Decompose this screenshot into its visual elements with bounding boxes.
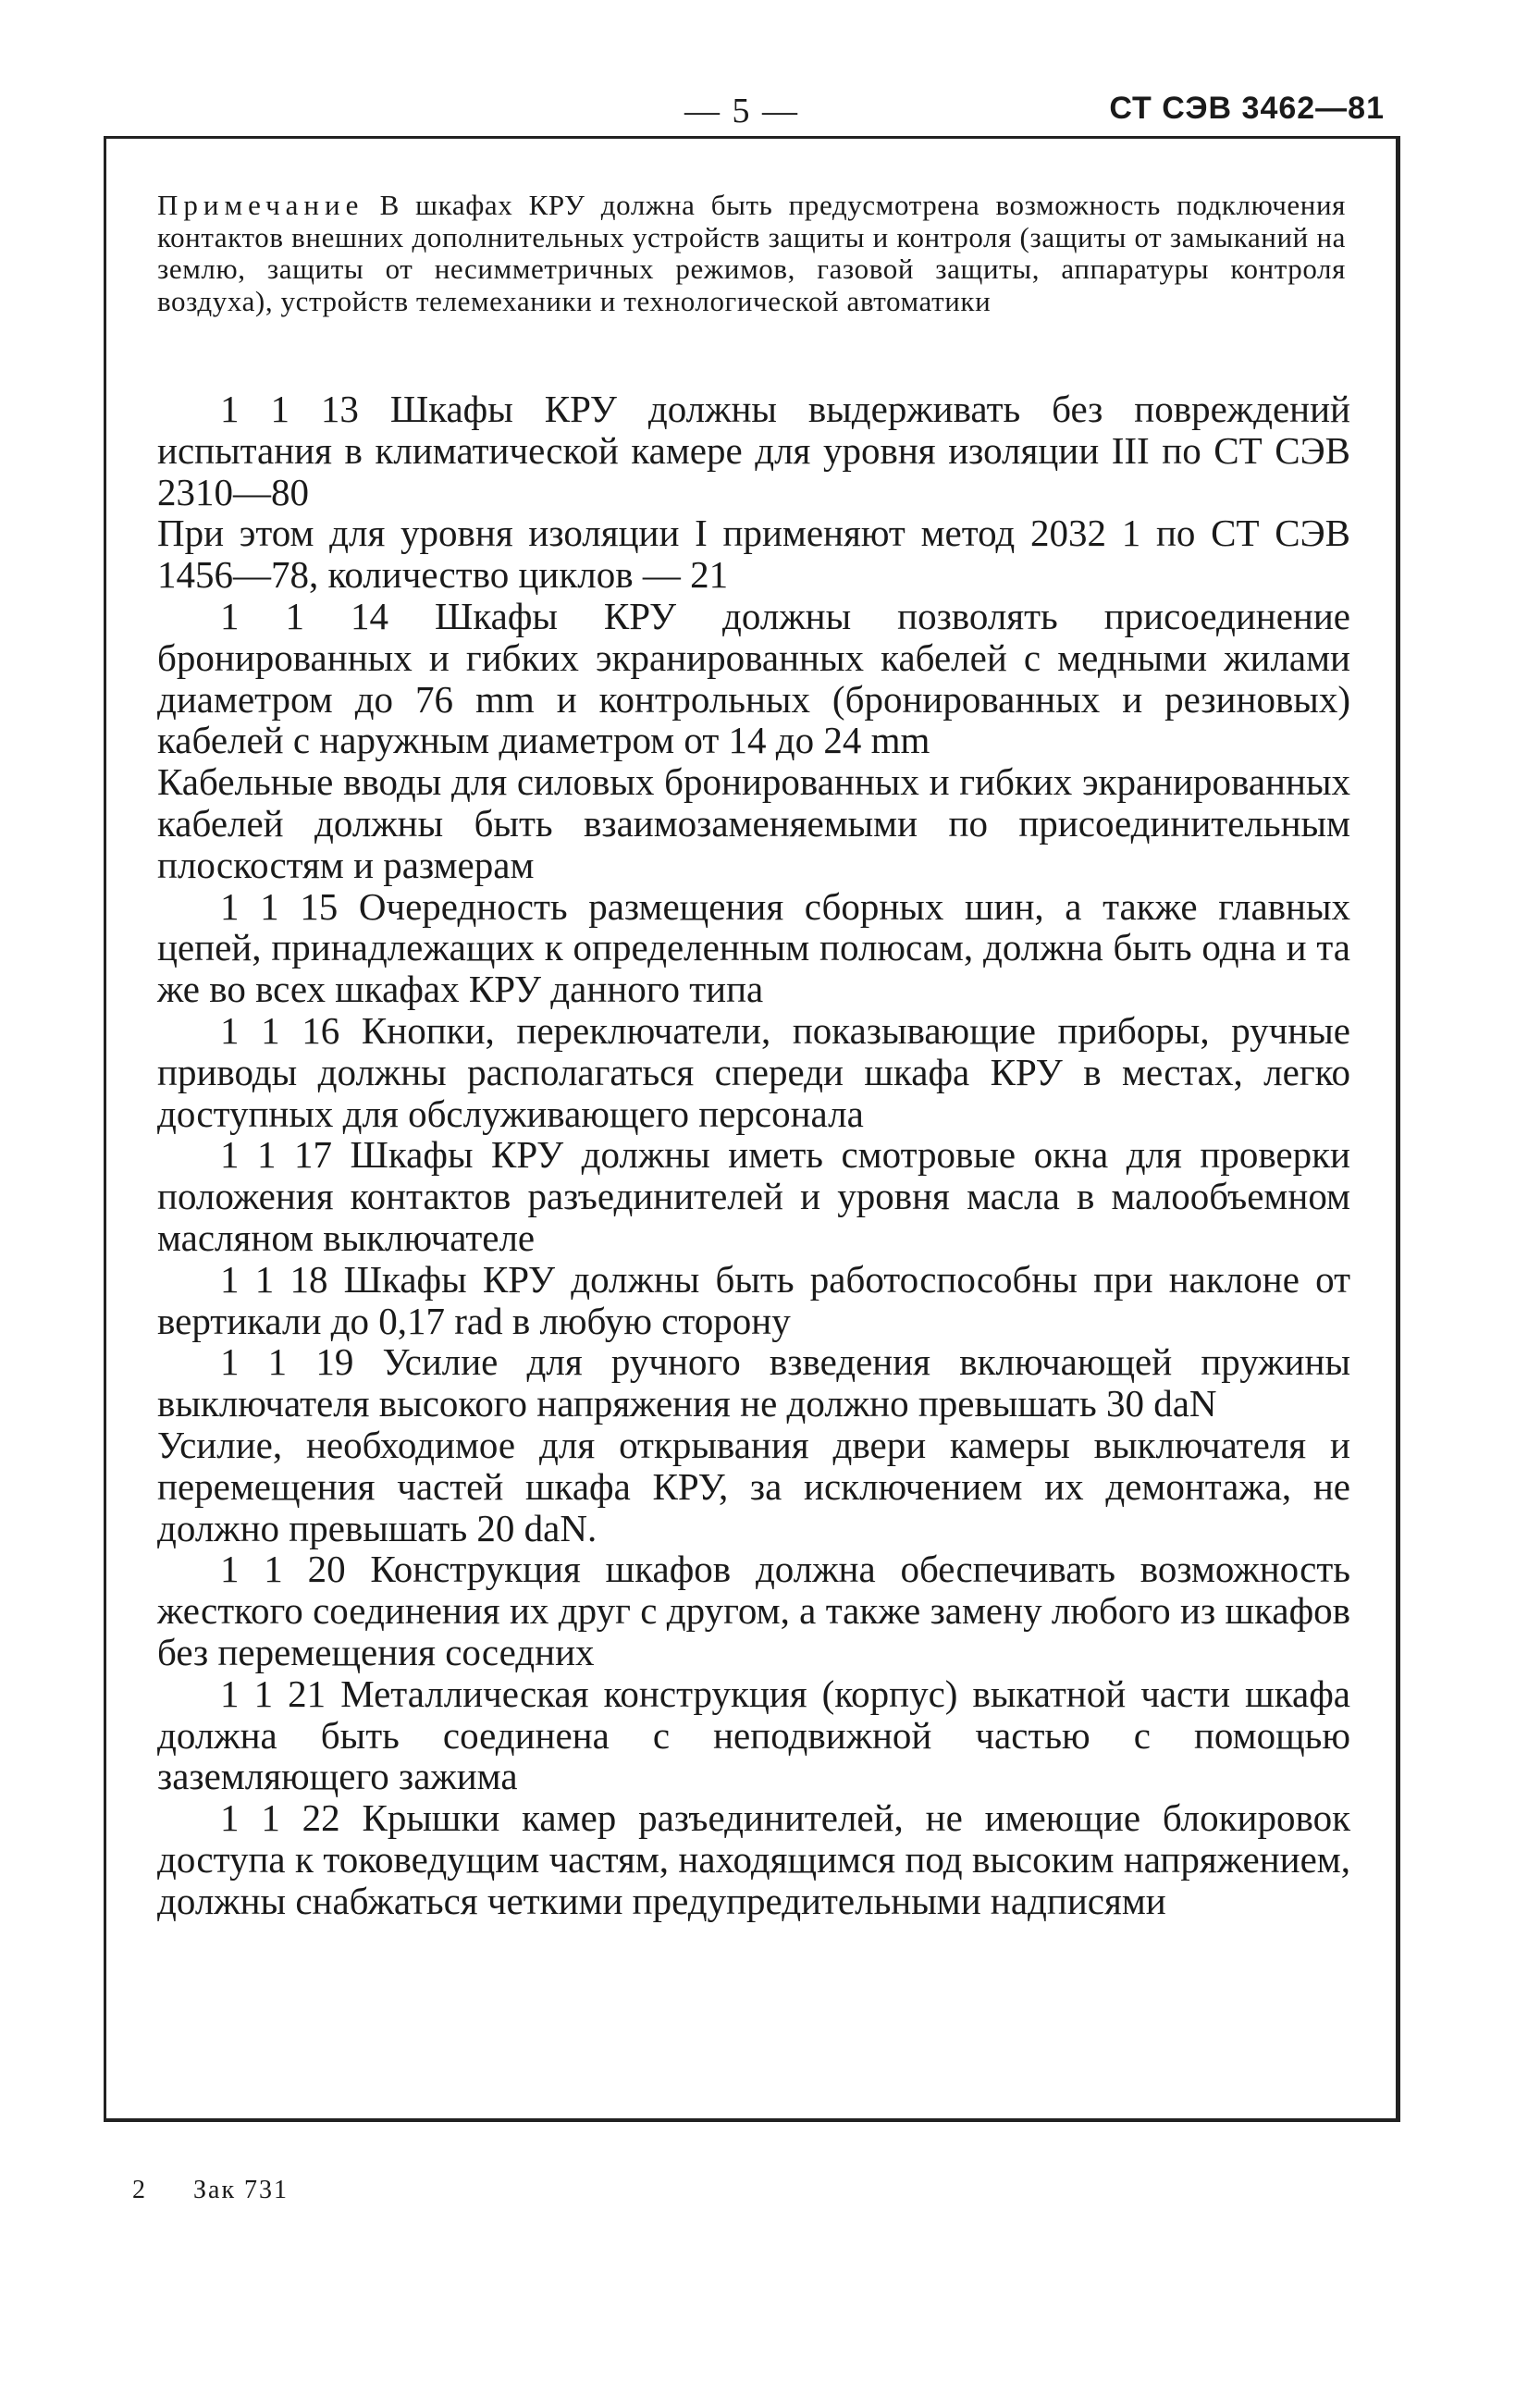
paragraph-door-force: Усилие, необходимое для открывания двери камеры выключателя и перемещения частей шкафа КРУ, за исключением их демонтажа, не должно превышать 20 daN. [157,1423,1350,1549]
paragraph-1-1-22: 1 1 22 Крышки камер разъединителей, не имеющие блокировок доступа к токоведущим частям, находящимся под высоким напряжением, должны снабжаться четкими предупредительными надписями [157,1796,1350,1922]
frame-bottom-rule [104,2118,1400,2122]
frame-left-rule [104,136,106,2118]
standard-code: СТ СЭВ 3462—81 [1109,91,1385,126]
frame-top-rule [104,136,1398,139]
note-lead: Примечание [157,189,364,221]
paragraph-1-1-15: 1 1 15 Очередность размещения сборных шин, а также главных цепей, принадлежащих к определенным полюсам, должна быть одна и та же во всех шкафах КРУ данного типа [157,884,1350,1011]
paragraph-1-1-21: 1 1 21 Металлическая конструкция (корпус) выкатной части шкафа должна быть соединена с неподвижной частью с помощью заземляющего зажима [157,1672,1350,1798]
frame-right-rule [1396,136,1400,2118]
footer-sheet-number: 2 [132,2176,147,2204]
paragraph-cable-entries: Кабельные вводы для силовых бронированных и гибких экранированных кабелей должны быть взаимозаменяемыми по присоединительным плоскостям и размерам [157,760,1350,886]
paragraph-1-1-19: 1 1 19 Усилие для ручного взведения включающей пружины выключателя высокого напряжения не должно превышать 30 daN [157,1340,1350,1425]
page-number: — 5 — [684,92,799,130]
paragraph-1-1-18: 1 1 18 Шкафы КРУ должны быть работоспособны при наклоне от вертикали до 0,17 rad в любую сторону [157,1257,1350,1342]
footer [132,2176,289,2205]
paragraph-1-1-20: 1 1 20 Конструкция шкафов должна обеспечивать возможность жесткого соединения их друг с другом, а также замену любого из шкафов без перемещения соседних [157,1548,1350,1673]
note-text: В шкафах КРУ должна быть предусмотрена возможность подключения контактов внешних дополнительных устройств защиты и контроля (защиты от замыканий на землю, защиты от несимметричных режимов, газовой защиты, аппаратуры контроля воздуха), устройств телемеханики и технологической автоматики [157,189,1346,317]
paragraph-1-1-16: 1 1 16 Кнопки, переключатели, показывающие приборы, ручные приводы должны располагаться спереди шкафа КРУ в местах, легко доступных для обслуживающего персонала [157,1008,1350,1135]
footer-order: Зак 731 [193,2176,290,2204]
paragraph-1-1-13: 1 1 13 Шкафы КРУ должны выдерживать без повреждений испытания в климатической камере для уровня изоляции III по СТ СЭВ 2310—80 [157,388,1350,513]
paragraph-test-method: При этом для уровня изоляции I применяют метод 2032 1 по СТ СЭВ 1456—78, количество циклов — 21 [157,512,1350,597]
paragraph-1-1-17: 1 1 17 Шкафы КРУ должны иметь смотровые окна для проверки положения контактов разъединителей и уровня масла в малообъемном масляном выключателе [157,1133,1350,1259]
body-text [157,381,1350,1921]
note-block [157,190,1346,317]
paragraph-1-1-14: 1 1 14 Шкафы КРУ должны позволять присоединение бронированных и гибких экранированных кабелей с медными жилами диаметром до 76 mm и контрольных (бронированных и резиновых) кабелей с наружным диаметром от 14 до 24 mm [157,594,1350,762]
